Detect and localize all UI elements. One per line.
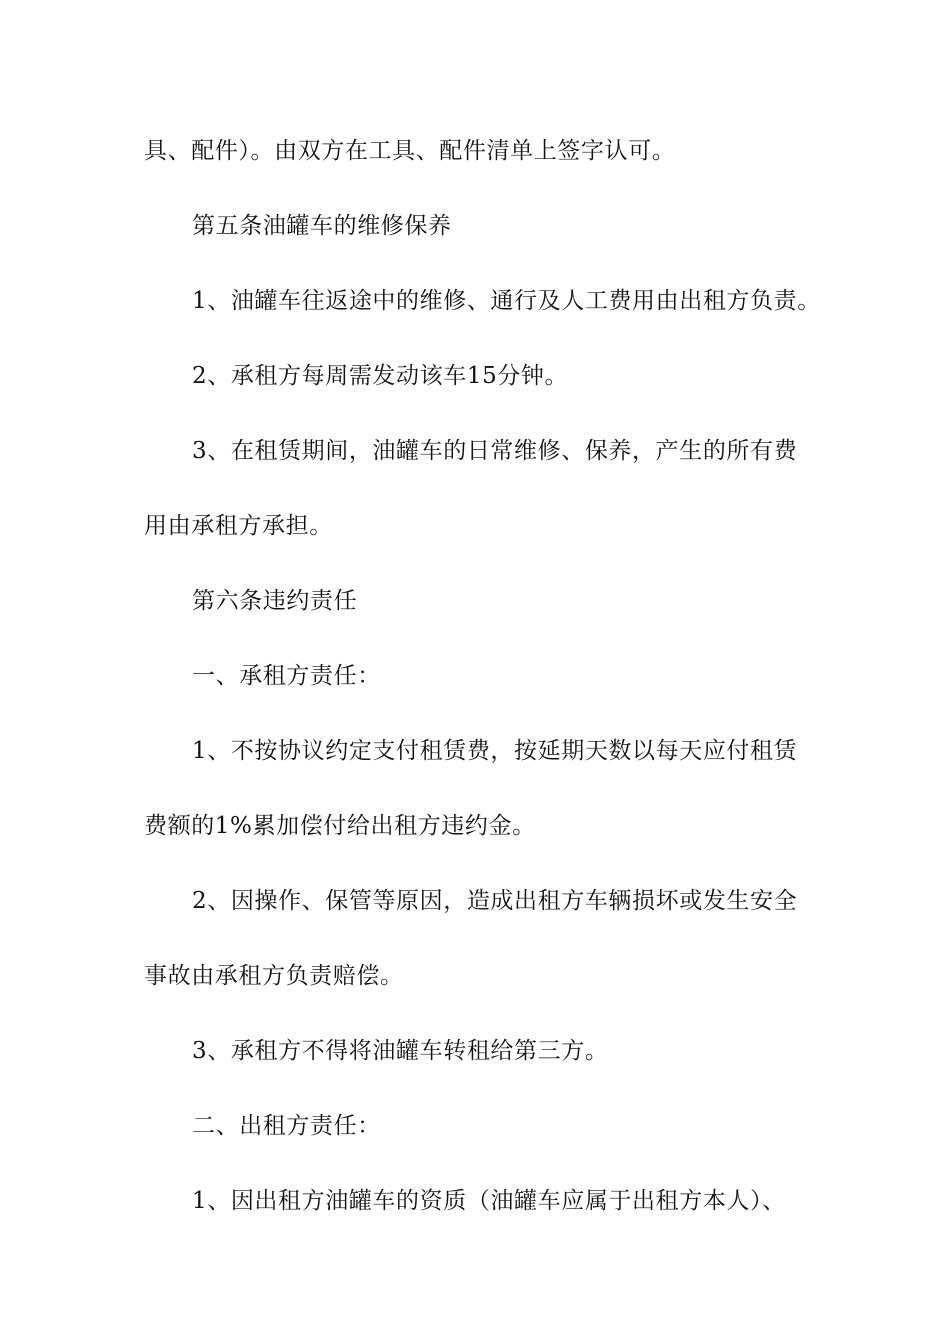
- paragraph-line: 1、不按协议约定支付租赁费，按延期天数以每天应付租赁: [192, 738, 798, 764]
- paragraph-line: 具、配件）。由双方在工具、配件清单上签字认可。: [144, 138, 676, 164]
- paragraph-line: 1、油罐车往返途中的维修、通行及人工费用由出租方负责。: [192, 288, 821, 314]
- paragraph-line: 3、在租赁期间，油罐车的日常维修、保养，产生的所有费: [192, 438, 798, 464]
- paragraph-line: 3、承租方不得将油罐车转租给第三方。: [192, 1038, 609, 1064]
- article-heading: 第五条油罐车的维修保养: [192, 213, 452, 239]
- paragraph-line: 费额的1%累加偿付给出租方违约金。: [144, 813, 536, 839]
- section-heading: 一、承租方责任：: [192, 663, 381, 689]
- paragraph-line: 1、因出租方油罐车的资质（油罐车应属于出租方本人）、: [192, 1188, 786, 1214]
- paragraph-line: 用由承租方承担。: [144, 513, 333, 539]
- article-heading: 第六条违约责任: [192, 588, 358, 614]
- section-heading: 二、出租方责任：: [192, 1113, 381, 1139]
- paragraph-line: 2、因操作、保管等原因，造成出租方车辆损坏或发生安全: [192, 888, 798, 914]
- paragraph-line: 2、承租方每周需发动该车15分钟。: [192, 363, 569, 389]
- paragraph-line: 事故由承租方负责赔偿。: [144, 963, 404, 989]
